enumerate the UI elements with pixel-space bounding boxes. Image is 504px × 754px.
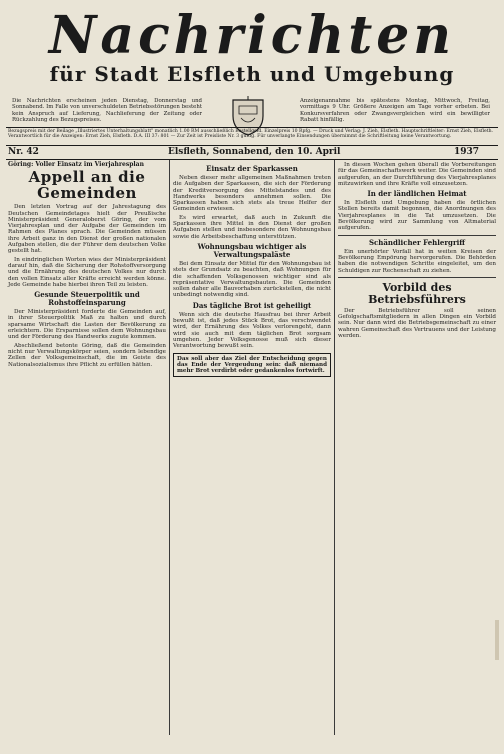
divider [6,159,498,160]
subscription-info: Die Nachrichten erscheinen jeden Dienstag, Donnerstag und Sonnabend. Im Falle von unverschuldeten Betriebsstörungen besteht kein Anspruch auf Lieferung, Nachlieferung der Zeitung oder Rückzahlung des Bezugspreises. [12,98,202,124]
dateline: Elsfleth, Sonnabend, den 10. April [168,147,341,157]
issue-row [8,147,496,159]
article-paragraph: Den letzten Vortrag auf der Jahrestagung des Deutschen Gemeindetages hielt der Preußische Ministerpräsident Generaloberst Göring, der vom Vierjahresplan und der Aufgabe der Gemeinden im Rahmen des Planes sprach. Die Gemeinden müssen ihre Arbeit ganz in den Dienst der großen nationalen Aufgaben stellen, die der Führer dem deutschen Volke gestellt hat. [8,204,166,255]
column-divider [334,160,335,735]
article-subhead: Einsatz der Sparkassen [206,164,298,173]
article-paragraph: In Elsfleth und Umgebung haben die örtlichen Stellen bereits damit begonnen, die Anordnungen des Vierjahresplanes in die Tat umzusetzen. Die Bevölkerung wird zur Sammlung von Altmaterial aufgerufen. [338,200,496,232]
divider [338,235,496,236]
issue-number: Nr. 42 [8,147,39,157]
column-right [338,162,496,341]
masthead-subtitle: für Stadt Elsfleth und Umgebung [49,62,455,86]
divider [338,277,496,278]
article-subhead: In der ländlichen Heimat [367,189,467,199]
divider [6,145,498,146]
article-subhead: Das tägliche Brot ist geheiligt [192,300,312,310]
article-subhead: Schändlicher Fehlergriff [368,237,466,247]
article-paragraph: Wenn sich die deutsche Hausfrau bei ihrer Arbeit bewußt ist, daß jedes Stück Brot, das verschwendet wird, der Ernährung des Volkes verlorengeht, dann wird sie auch mit dem täglichen Brot sorgsam umgehen. Jeder Volksgenosse muß sich dieser Verantwortung bewußt sein. [173,311,331,350]
page-edge-mark [495,620,499,660]
article-subhead: Wohnungsbau wichtiger als Verwaltungspaläste [197,241,307,259]
column-middle [173,162,331,377]
article-paragraph: Neben dieser mehr allgemeinen Maßnahmen treten die Aufgaben der Sparkassen, die sich der Förderung der Kreditversorgung des Mittelstandes und des Handwerks besonders annehmen sollen. Die Sparkassen haben sich stets als treue Helfer der Gemeinden erwiesen. [173,175,331,213]
advertising-info: Anzeigenannahme bis spätestens Montag, Mittwoch, Freitag, vormittags 9 Uhr. Größere Anzeigen am Tage vorher erbeten. Bei Konkursverfahren oder Zwangsvergleichen wird ein bewilligter Rabatt hinfällig. [300,98,490,124]
column-divider [169,160,170,735]
article-paragraph: Der Ministerpräsident forderte die Gemeinden auf, in ihrer Steuerpolitik Maß zu halten und durch sparsame Wirtschaft die Lasten der Bevölkerung zu erleichtern. Die Ersparnisse sollen dem Wohnungsbau und der Förderung des Handwerks zugute kommen. [8,309,166,341]
article-paragraph: Es wird erwartet, daß auch in Zukunft die Sparkassen ihre Mittel in den Dienst der großen Aufgaben stellen und insbesondere den Wohnungsbau sowie die Arbeitsbeschaffung unterstützen. [173,214,331,240]
divider [6,127,498,128]
article-paragraph: Bei dem Einsatz der Mittel für den Wohnungsbau ist stets der Grundsatz zu beachten, daß Wohnungen für die schaffenden Volksgenossen wichtiger sind als repräsentative Verwaltungsbauten. Die Gemeinden sollen daher alle Bauvorhaben zurückstellen, die nicht unbedingt notwendig sind. [173,260,331,299]
article-paragraph: In eindringlichen Worten wies der Ministerpräsident darauf hin, daß die Sicherung der Rohstoffversorgung und die Ernährung des deutschen Volkes nur durch den vollen Einsatz aller Kräfte erreicht werden könne. Jede Gemeinde habe hierbei ihren Teil zu leisten. [8,256,166,288]
article-headline: Appell an die Gemeinden [28,168,146,203]
masthead-title: Nachrichten [48,5,456,66]
article-subhead: Gesunde Steuerpolitik und Rohstoffeinsparung [34,290,140,308]
issue-year: 1937 [454,147,480,157]
article-paragraph: Ein unerhörter Vorfall hat in weiten Kreisen der Bevölkerung Empörung hervorgerufen. Die Behörden haben die notwendigen Schritte eingeleitet, um den Schuldigen zur Rechenschaft zu ziehen. [338,248,496,274]
boxed-notice: Das soll aber das Ziel der Entscheidung gegen das Ende der Vergeudung sein: daß niemand mehr Brot verdirbt oder gedankenlos fortwirft. [173,353,331,378]
article-paragraph: In diesen Wochen gehen überall die Vorbereitungen für das Gemeinschaftswerk weiter. Die Gemeinden sind aufgerufen, an der Durchführung des Vierjahresplanes mitzuwirken und ihre Kräfte voll einzusetzen. [338,162,496,187]
publisher-bar: Bezugspreis mit der Beilage „Illustriertes Unterhaltungsblatt" monatlich 1.00 RM ausschließlich Bestellgeld. Einzelpreis 10 Rpfg. — Druck und Verlag: J. Zieh, Elsfleth. Hauptschriftleiter: Ernst Zieh, Elsfleth. Verantwortlich für die Anzeigen: Ernst Zieh, Elsfleth. D.A. III 37: 801 — Zur Zeit ist Preisliste Nr. 3 gültig. Für unverlangte Einsendungen übernimmt die Schriftleitung keine Verantwortung. [8,129,494,140]
article-kicker: Göring: Voller Einsatz im Vierjahresplan [8,161,144,168]
article-paragraph: Der Betriebsführer soll seinen Gefolgschaftsmitgliedern in allen Dingen ein Vorbild sein. Nur dann wird die Betriebsgemeinschaft zu einer wahren Gemeinschaft des Vertrauens und der Leistung werden. [338,307,496,340]
masthead [8,5,496,86]
column-left [8,162,166,370]
article-headline: Vorbild des Betriebsführers [368,280,466,306]
article-paragraph: Abschließend betonte Göring, daß die Gemeinden nicht nur Verwaltungskörper seien, sondern lebendige Zellen der Volksgemeinschaft, die im Geiste des Nationalsozialismus ihre Pflicht zu erfüllen hätten. [8,342,166,368]
